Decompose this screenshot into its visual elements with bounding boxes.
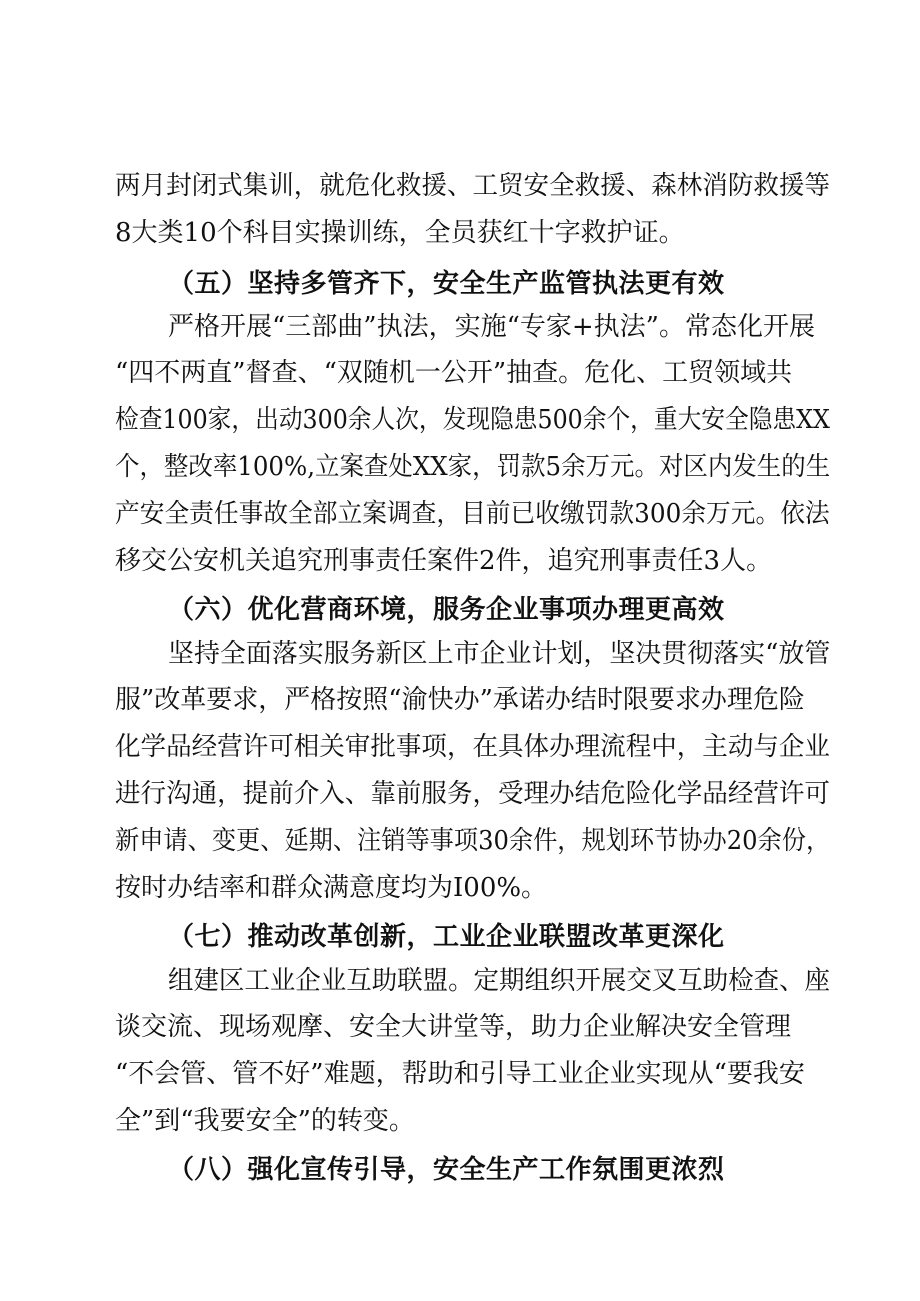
body-line: 严格开展“三部曲”执法，实施“专家+执法”。常态化开展 <box>168 312 815 342</box>
body-line: 两月封闭式集训，就危化救援、工贸安全救援、森林消防救援等 <box>115 171 830 201</box>
body-line: 服”改革要求，严格按照“渝快办”承诺办结时限要求办理危险 <box>115 685 805 715</box>
body-line: 进行沟通，提前介入、靠前服务，受理办结危险化学品经营许可 <box>115 779 830 809</box>
body-line: 8大类10个科目实操训练，全员获红十字救护证。 <box>115 218 685 248</box>
body-line: 产安全责任事故全部立案调查，目前已收缴罚款300余万元。依法 <box>115 499 830 529</box>
body-line: 个，整改率100%,立案查处XX家，罚款5余万元。对区内发生的生 <box>115 452 831 482</box>
body-line: 组建区工业企业互助联盟。定期组织开展交叉互助检查、座 <box>168 966 831 996</box>
section-heading-6: （六）优化营商环境，服务企业事项办理更高效 <box>168 595 725 625</box>
body-line: 坚持全面落实服务新区上市企业计划，坚决贯彻落实“放管 <box>168 639 831 669</box>
section-heading-8: （八）强化宣传引导，安全生产工作氛围更浓烈 <box>168 1155 725 1185</box>
body-line: “四不两直”督查、“双随机一公开”抽查。危化、工贸领域共 <box>115 358 793 388</box>
section-heading-7: （七）推动改革创新，工业企业联盟改革更深化 <box>168 922 725 952</box>
body-line: 按时办结率和群众满意度均为I00%。 <box>115 873 548 903</box>
body-line: 全”到“我要安全”的转变。 <box>115 1106 415 1136</box>
body-line: 化学品经营许可相关审批事项，在具体办理流程中，主动与企业 <box>115 732 830 762</box>
section-heading-5: （五）坚持多管齐下，安全生产监管执法更有效 <box>168 269 725 299</box>
body-line: “不会管、管不好”难题，帮助和引导工业企业实现从“要我安 <box>115 1059 805 1089</box>
body-line: 谈交流、现场观摩、安全大讲堂等，助力企业解决安全管理 <box>115 1012 792 1042</box>
body-line: 新申请、变更、延期、注销等事项30余件，规划环节协办20余份， <box>115 826 831 856</box>
body-line: 检查100家，出动300余人次，发现隐患500余个，重大安全隐患XX <box>115 405 830 435</box>
body-line: 移交公安机关追究刑事责任案件2件，追究刑事责任3人。 <box>115 546 773 576</box>
